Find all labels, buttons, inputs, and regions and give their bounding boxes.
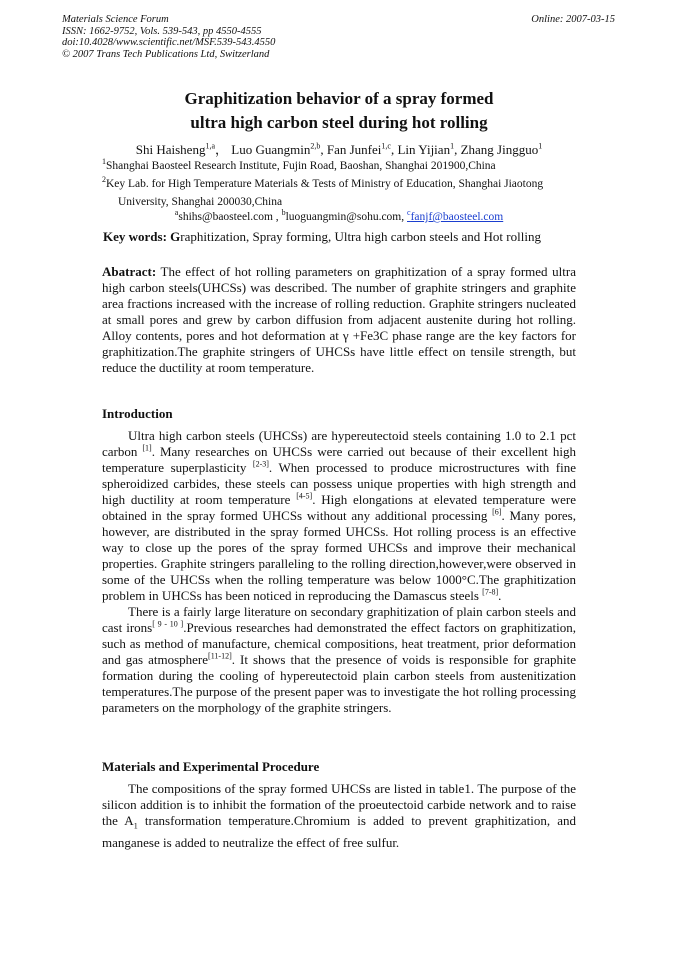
affiliation-2-cont: University, Shanghai 200030,China: [118, 196, 283, 208]
citation: [1]: [142, 443, 152, 453]
author-sup: 1: [450, 141, 455, 151]
title-line-1: Graphitization behavior of a spray formed: [184, 89, 494, 108]
text: . Many researches on UHCSs were carried out because of their excellent high temperature superplasticity: [102, 444, 577, 475]
abstract: [102, 264, 576, 376]
section-heading-materials: Materials and Experimental Procedure: [102, 759, 320, 774]
aff-sup: 1: [102, 157, 106, 167]
email-sup: a: [174, 208, 179, 218]
issn: ISSN: 1662-9752, Vols. 539-543, pp 4550-4555: [62, 25, 262, 37]
doi: doi:10.4028/www.scientific.net/MSF.539-543.4550: [62, 37, 276, 48]
email: luoguangmin@sohu.com,: [285, 211, 407, 223]
copyright: © 2007 Trans Tech Publications Ltd, Switzerland: [62, 48, 270, 60]
text: . Many pores, however, are distributed in the spray formed UHCSs. Hot rolling process is an effective way to close up the pores of the spray formed UHCSs and improve their mechanical properties. Graphite stringers paralleling to the rolling direction,however,were observed in some of the UHCSs when the rolling temperature was below 1000°C.The graphitization problem in UHCSs has been noticed in reproducing the Damascus steels: [102, 508, 576, 603]
text: transformation temperature.Chromium is added to prevent graphitization, and manganese is added to neutralize the effect of free sulfur.: [102, 813, 577, 850]
title-line-2: ultra high carbon steel during hot rolling: [190, 113, 488, 132]
email-sup: c: [407, 208, 411, 218]
subscript: 1: [133, 821, 138, 831]
citation: [4-5]: [296, 491, 313, 501]
text: . High elongations at elevated temperature were obtained in the spray formed UHCSs without any additional processing: [102, 492, 576, 523]
author-sup: 1,c: [381, 141, 391, 151]
abstract-label: Abatract:: [102, 264, 157, 279]
text: .: [498, 588, 502, 603]
paper-title: [0, 87, 678, 135]
affiliation-1: [102, 157, 582, 175]
materials-body: [102, 781, 576, 851]
aff-text: Key Lab. for High Temperature Materials & Tests of Ministry of Education, Shanghai Jiaotong: [106, 178, 544, 190]
text: The compositions of the spray formed UHCSs are listed in table1. The purpose of the silicon addition is to inhibit the formation of the proeutectoid carbide network and to raise the A: [102, 781, 576, 828]
email-sup: b: [281, 208, 286, 218]
author: Lin Yijian: [397, 142, 451, 157]
separator: ,: [454, 142, 461, 157]
citation: [2-3]: [252, 459, 269, 469]
author: Fan Junfei: [326, 142, 382, 157]
affiliation-2: [102, 175, 582, 193]
author-list: [0, 139, 678, 158]
online-date: Online: 2007-03-15: [531, 14, 615, 25]
email-link-text: fanjf@baosteel.com: [410, 211, 504, 223]
separator: ,: [320, 142, 327, 157]
aff-text: Shanghai Baosteel Research Institute, Fujin Road, Baoshan, Shanghai 201900,China: [106, 160, 496, 172]
citation: [11-12]: [208, 651, 232, 661]
author: Luo Guangmin: [231, 142, 311, 157]
keywords: [103, 229, 541, 245]
citation: [ 9 - 10 ]: [152, 619, 184, 629]
email: shihs@baosteel.com ,: [178, 211, 279, 223]
citation: [6]: [492, 507, 502, 517]
introduction-body: [102, 428, 576, 716]
author: Shi Haisheng: [135, 142, 206, 157]
aff-sup: 2: [102, 175, 106, 185]
text: . When processed to produce microstructures with fine spheroidized carbides, these steels can possess unique properties with high strength and high ductility at room temperature: [102, 460, 576, 507]
author-sup: 1,a: [205, 141, 216, 151]
journal-name: Materials Science Forum: [62, 14, 169, 25]
journal-header: [62, 14, 275, 60]
text: .Previous researches had demonstrated the effect factors on graphitization, such as method of manufacture, chemical compositions, heat treatment, prior deformation and gas atmosphere: [102, 620, 576, 667]
email-link[interactable]: [407, 208, 504, 223]
keywords-label: Key words: G: [103, 229, 181, 244]
paragraph: [102, 604, 576, 716]
text: . It shows that the presence of voids is responsible for graphite formation during the cooling of hypereutectoid plain carbon steels from austenitization temperatures.The purpose of the present paper was to investigate the hot rolling processing parameters on the morphology of the graphite stringers.: [102, 652, 576, 715]
author-sup: 2,b: [310, 141, 321, 151]
separator: ,: [390, 142, 398, 157]
abstract-text: The effect of hot rolling parameters on graphitization of a spray formed ultra high carbon steels(UHCSs) was described. The number of graphite stringers and graphite area fractions increased with the increase of rolling reduction. Graphite stringers nucleated at small pores and grew by carbon diffusion from adjacent austenite during hot rolling. Alloy contents, pores and hot deformation at γ +Fe3C phase range are the key factors for graphitization.The graphite stringers of UHCSs have little effect on tensile strength, but reduce the ductility at room temperature.: [102, 264, 576, 375]
paragraph: [102, 428, 576, 604]
emails: [0, 208, 678, 223]
separator: ，: [215, 142, 232, 157]
text: Ultra high carbon steels (UHCSs) are hypereutectoid steels containing 1.0 to 2.1 pct carbon: [102, 428, 576, 459]
keywords-text: raphitization, Spray forming, Ultra high carbon steels and Hot rolling: [180, 229, 541, 244]
text: There is a fairly large literature on secondary graphitization of plain carbon steels and cast irons: [102, 604, 576, 635]
section-heading-introduction: Introduction: [102, 406, 173, 421]
author: Zhang Jingguo: [460, 142, 539, 157]
citation: [7-8]: [482, 587, 499, 597]
author-sup: 1: [538, 141, 543, 151]
paragraph: [102, 781, 576, 851]
